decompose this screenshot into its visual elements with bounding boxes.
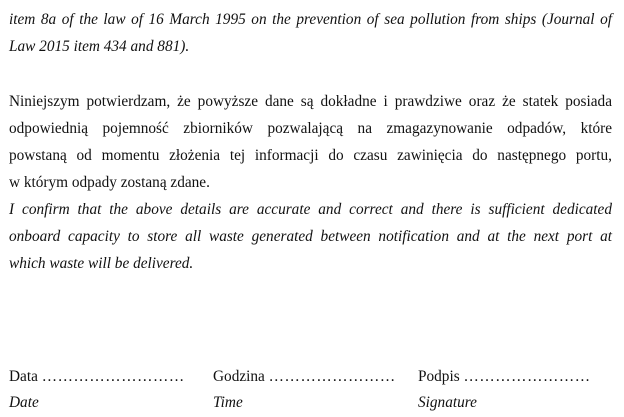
time-field[interactable] bbox=[213, 367, 396, 387]
declaration-en-line-1: I confirm that the above details are accurate and correct and there is sufficient dedicated bbox=[9, 201, 612, 218]
declaration-pl-line-1: Niniejszym potwierdzam, że powyższe dane są dokładne i prawdziwe oraz że statek posiada bbox=[9, 93, 612, 110]
date-label: Data bbox=[9, 368, 38, 385]
time-blank[interactable]: …………………… bbox=[268, 368, 396, 385]
header-en-line-1: item 8a of the law of 16 March 1995 on the prevention of sea pollution from ships (Journal of bbox=[9, 11, 612, 28]
signature-blank[interactable]: …………………… bbox=[463, 368, 591, 385]
date-label-en: Date bbox=[9, 394, 39, 411]
time-label-en: Time bbox=[213, 394, 243, 411]
declaration-pl-line-4: w którym odpady zostaną zdane. bbox=[9, 174, 210, 191]
signature-label: Podpis bbox=[418, 368, 460, 385]
date-blank[interactable]: ……………………… bbox=[41, 368, 185, 385]
signature-field[interactable] bbox=[418, 367, 591, 387]
declaration-en-line-2: onboard capacity to store all waste generated between notification and at the next port at bbox=[9, 228, 612, 245]
declaration-pl-line-2: odpowiednią pojemność zbiorników pozwalającą na zmagazynowanie odpadów, które bbox=[9, 120, 612, 137]
declaration-pl-line-3: powstaną od momentu złożenia tej informacji do czasu zawinięcia do następnego portu, bbox=[9, 147, 612, 164]
header-en-line-2: Law 2015 item 434 and 881). bbox=[9, 38, 190, 55]
signature-label-en: Signature bbox=[418, 394, 477, 411]
time-label: Godzina bbox=[213, 368, 265, 385]
declaration-en-line-3: which waste will be delivered. bbox=[9, 255, 194, 272]
date-field[interactable] bbox=[9, 367, 185, 387]
